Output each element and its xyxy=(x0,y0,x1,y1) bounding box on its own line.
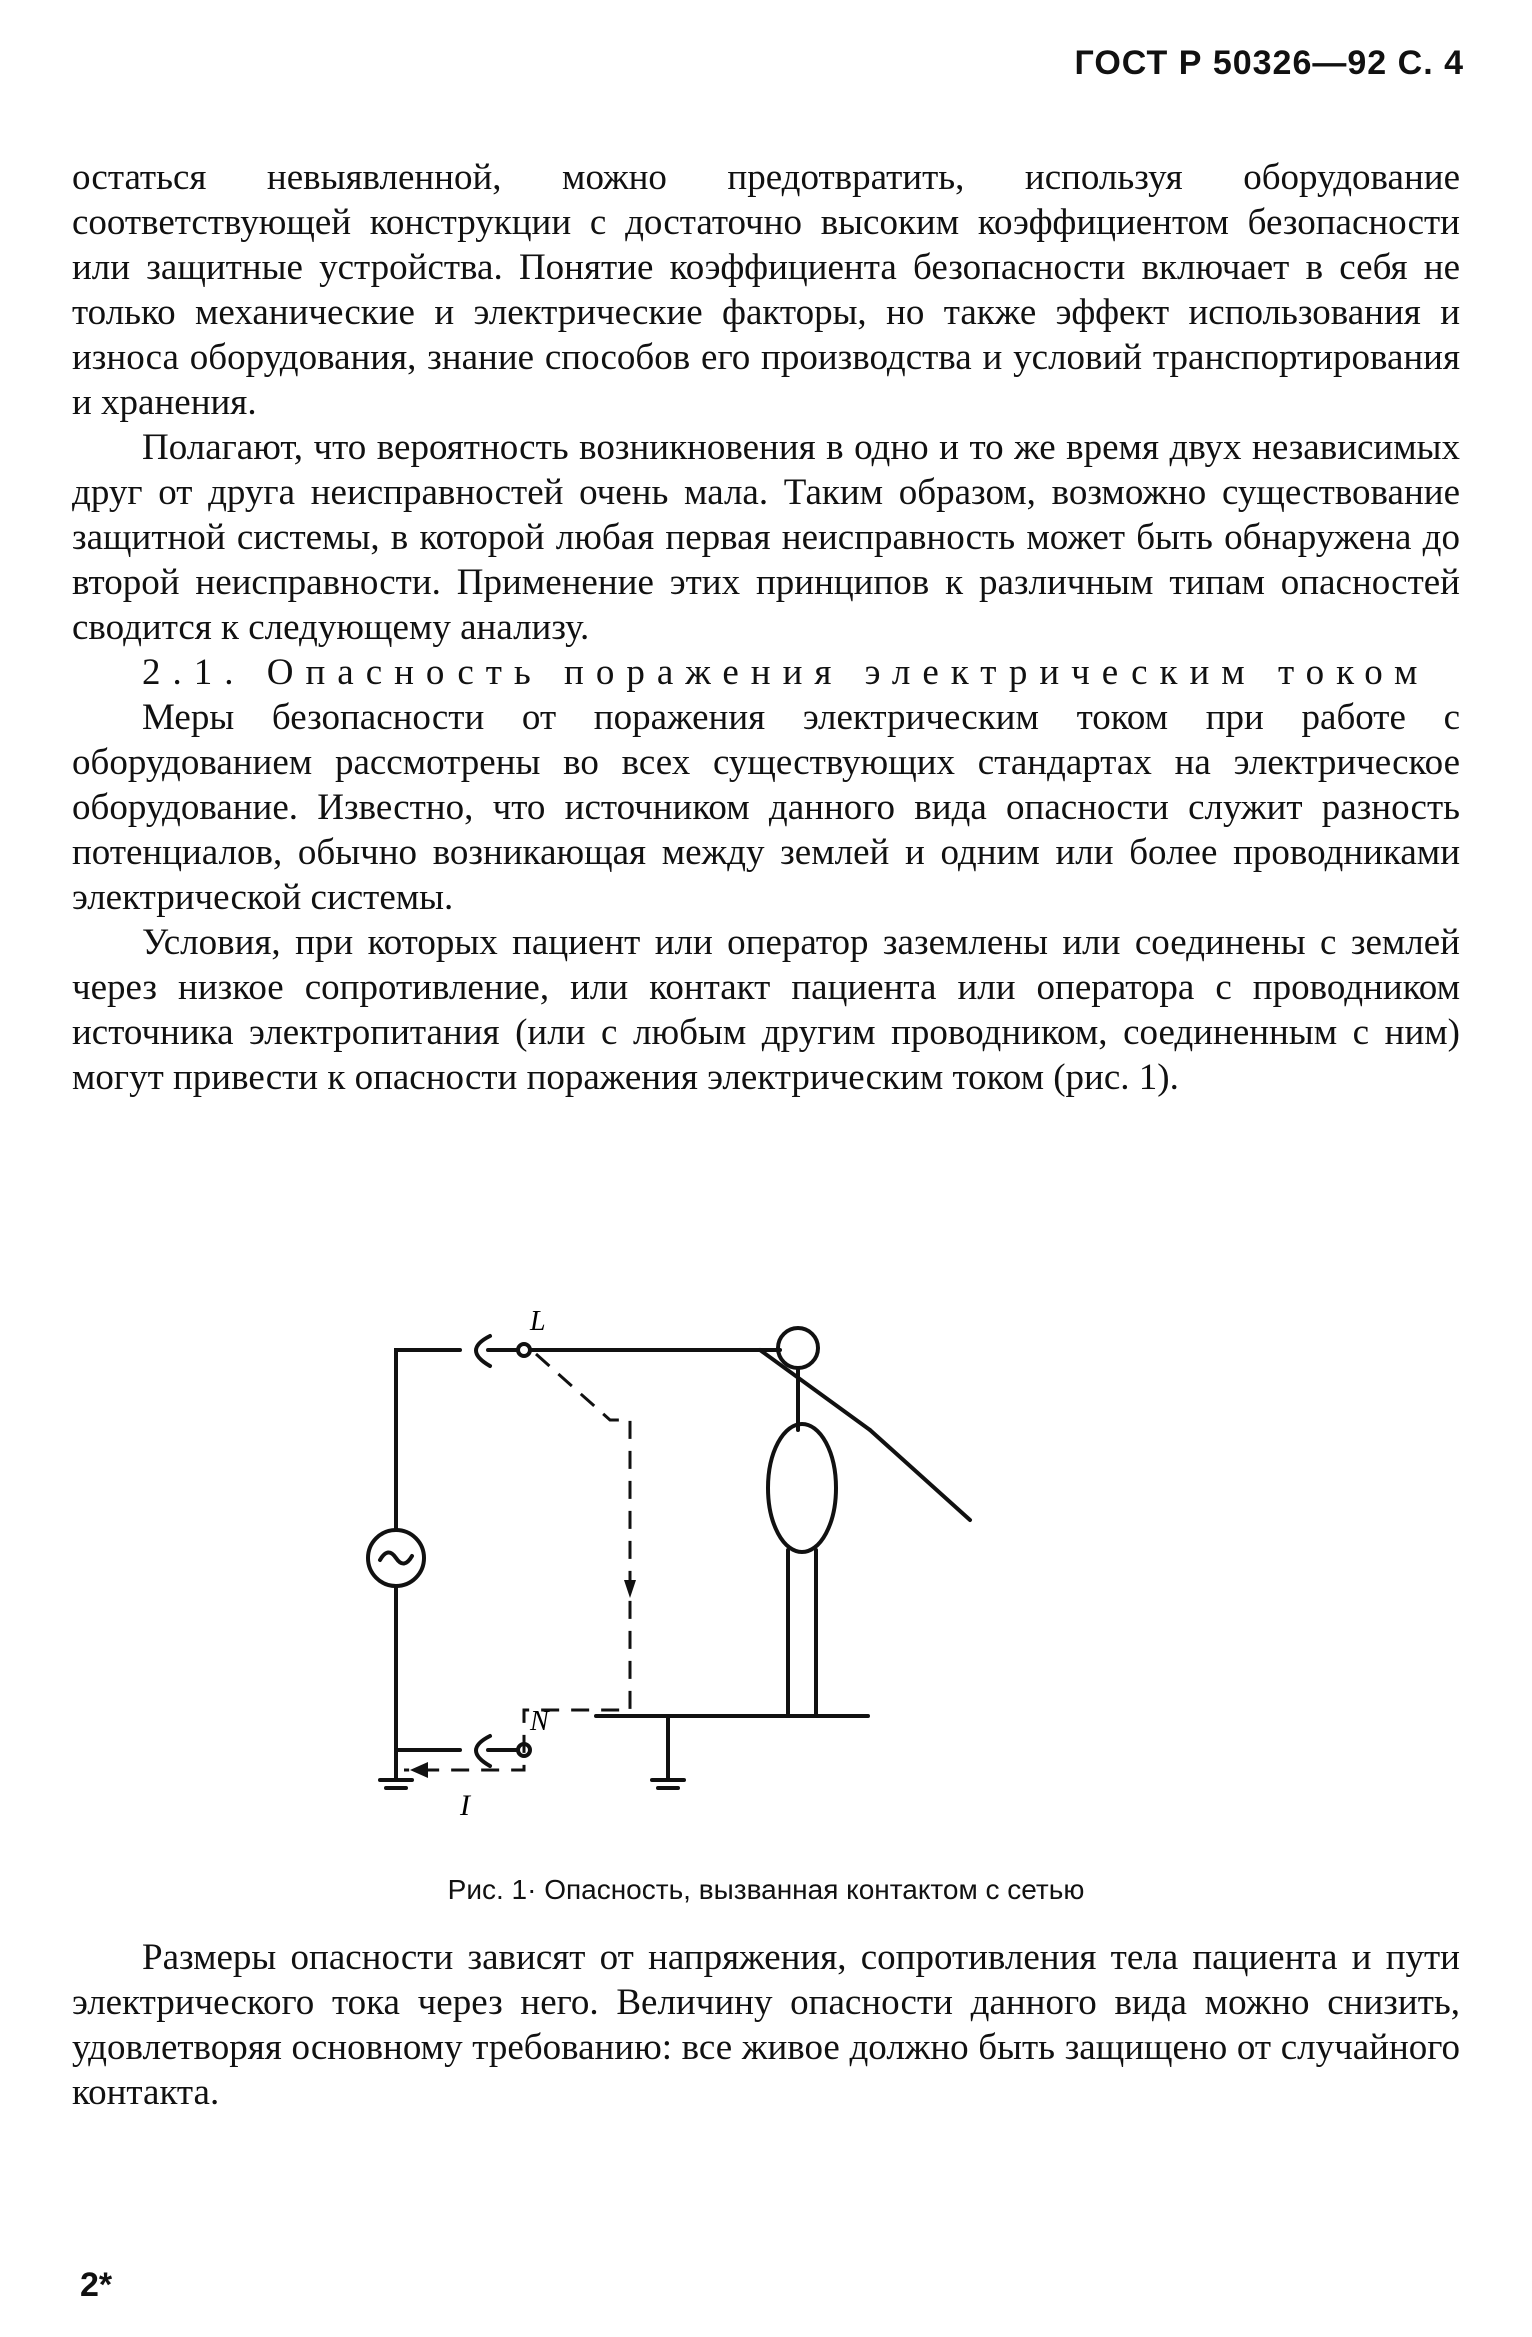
person-body-icon xyxy=(768,1424,836,1552)
body-text-top xyxy=(72,155,1460,1100)
body-text-bottom xyxy=(72,1935,1460,2115)
label-i: I xyxy=(460,1789,470,1822)
label-l: L xyxy=(530,1310,546,1337)
wire-line xyxy=(396,1350,460,1530)
arrow-down-icon xyxy=(624,1580,636,1598)
person-head-icon xyxy=(778,1328,818,1368)
arrow-left-icon xyxy=(410,1762,428,1778)
page-header: ГОСТ Р 50326—92 С. 4 xyxy=(1074,44,1464,82)
paragraph: остаться невыявленной, можно предотвратить, используя оборудование соответствующей конструкции с достаточно высоким коэффициентом безопасности или защитные устройства. Понятие коэффициента безопасности включает в себя не только механические и электрические факторы, но также эффект использования и износа оборудования, знание способов его производства и условий транспортирования и хранения. xyxy=(72,157,1460,423)
label-n: N xyxy=(530,1706,549,1737)
circuit-diagram xyxy=(340,1310,1200,1830)
section-heading: 2.1. Опасность поражения электрическим током xyxy=(142,652,1430,693)
paragraph: Меры безопасности от поражения электрическим током при работе с оборудованием рассмотрены во всех существующих стандартах на электрическое оборудование. Известно, что источником данного вида опасности служит разность потенциалов, обычно возникающая между землей и одним или более проводниками электрической системы. xyxy=(72,697,1460,918)
page-mark: 2* xyxy=(80,2266,113,2304)
figure-caption: Рис. 1· Опасность, вызванная контактом с сетью xyxy=(447,1874,1085,1905)
paragraph: Условия, при которых пациент или оператор заземлены или соединены с землей через низкое сопротивление, или контакт пациента или оператора с проводником источника электропитания (или с любым другим проводником, соединенным с ним) могут привести к опасности поражения электрическим током (рис. 1). xyxy=(72,922,1460,1098)
paragraph: Размеры опасности зависят от напряжения, сопротивления тела пациента и пути электрического тока через него. Величину опасности данного вида можно снизить, удовлетворяя основному требованию: все живое должно быть защищено от случайного контакта. xyxy=(72,1937,1460,2113)
paragraph: Полагают, что вероятность возникновения в одно и то же время двух независимых друг от друга неисправностей очень мала. Таким образом, возможно существование защитной системы, в которой любая первая неисправность может быть обнаружена до второй неисправности. Применение этих принципов к различным типам опасностей сводится к следующему анализу. xyxy=(72,427,1460,648)
current-path-line xyxy=(404,1354,630,1770)
